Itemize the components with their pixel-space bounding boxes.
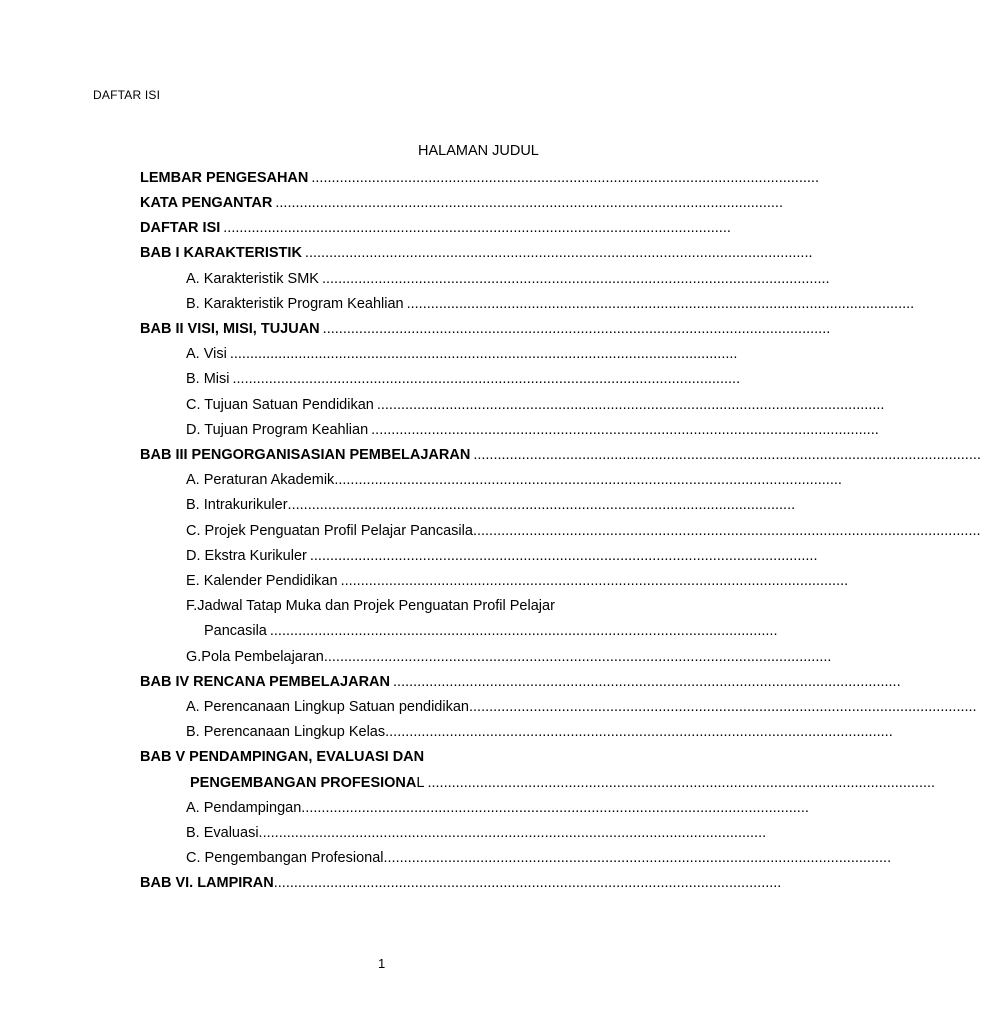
toc-subentry (0, 468, 842, 492)
toc-leader-dots: .............................................................................................................................. (223, 220, 731, 236)
toc-entry-kata-pengantar (0, 191, 783, 215)
toc-subentry (0, 695, 977, 719)
toc-leader-dots: .............................................................................................................................. (311, 170, 819, 186)
toc-leader-dots: .............................................................................................................................. (273, 875, 782, 891)
toc-entry-label: LEMBAR PENGESAHAN (140, 170, 309, 186)
toc-entry-label-tail: L (416, 775, 425, 791)
toc-subentry (0, 796, 809, 820)
toc-leader-dots: .............................................................................................................................. (406, 296, 915, 312)
toc-entry-label: A. Pendampingan (186, 800, 302, 816)
toc-leader-dots: .............................................................................................................................. (427, 775, 936, 791)
toc-leader-dots: .............................................................................................................................. (393, 674, 901, 690)
toc-leader-dots: .............................................................................................................................. (232, 371, 741, 387)
toc-subentry (0, 267, 830, 291)
toc-subentry-continuation (0, 619, 778, 643)
toc-entry-label: F.Jadwal Tatap Muka dan Projek Penguatan Profil Pelajar (186, 598, 555, 614)
toc-entry-label: E. Kalender Pendidikan (186, 573, 338, 589)
toc-entry-label: D. Tujuan Program Keahlian (186, 422, 369, 438)
toc-title: HALAMAN JUDUL (418, 143, 539, 159)
toc-leader-dots: .............................................................................................................................. (334, 472, 842, 488)
toc-entry-bab-1 (0, 241, 813, 265)
toc-subentry (0, 720, 893, 744)
toc-subentry (0, 342, 768, 366)
toc-entry-label: A. Visi (186, 346, 227, 362)
toc-entry-label: BAB III PENGORGANISASIAN PEMBELAJARAN (140, 447, 471, 463)
toc-entry-bab-5 (0, 745, 768, 769)
toc-entry-lembar-pengesahan (0, 166, 819, 190)
toc-entry-bab-3 (0, 443, 981, 467)
toc-entry-label: B. Misi (186, 371, 230, 387)
toc-leader-dots: .............................................................................................................................. (304, 245, 813, 261)
toc-leader-dots: .............................................................................................................................. (468, 699, 977, 715)
toc-subentry (0, 594, 768, 618)
toc-leader-dots: .............................................................................................................................. (309, 548, 818, 564)
toc-entry-bab-5-continuation (0, 771, 936, 795)
toc-entry-bab-6 (0, 871, 782, 895)
toc-entry-label: A. Karakteristik SMK (186, 271, 319, 287)
toc-entry-daftar-isi (0, 216, 768, 240)
toc-subentry (0, 569, 849, 593)
toc-subentry (0, 393, 885, 417)
toc-entry-label: D. Ekstra Kurikuler (186, 548, 307, 564)
toc-entry-label: BAB I KARAKTERISTIK (140, 245, 302, 261)
toc-entry-label: C. Tujuan Satuan Pendidikan (186, 397, 374, 413)
toc-leader-dots: .............................................................................................................................. (322, 321, 831, 337)
toc-leader-dots: .............................................................................................................................. (383, 850, 892, 866)
toc-entry-label: B. Intrakurikuler (186, 497, 288, 513)
toc-subentry (0, 846, 892, 870)
toc-entry-label: C. Pengembangan Profesional (186, 850, 384, 866)
toc-leader-dots: .............................................................................................................................. (385, 724, 893, 740)
toc-leader-dots: .............................................................................................................................. (275, 195, 783, 211)
toc-entry-label: BAB IV RENCANA PEMBELAJARAN (140, 674, 391, 690)
toc-subentry (0, 418, 879, 442)
toc-subentry (0, 367, 768, 391)
toc-leader-dots: .............................................................................................................................. (371, 422, 879, 438)
toc-entry-label: B. Karakteristik Program Keahlian (186, 296, 404, 312)
toc-subentry (0, 292, 915, 316)
toc-leader-dots: .............................................................................................................................. (301, 800, 809, 816)
toc-entry-label: G.Pola Pembelajaran (186, 649, 324, 665)
toc-leader-dots: .............................................................................................................................. (340, 573, 849, 589)
toc-entry-label: KATA PENGANTAR (140, 195, 273, 211)
page-header: DAFTAR ISI (93, 88, 161, 102)
toc-entry-label: B. Perencanaan Lingkup Kelas (186, 724, 386, 740)
page-number: 1 (378, 956, 386, 971)
toc-subentry (0, 645, 832, 669)
toc-leader-dots: .............................................................................................................................. (323, 649, 832, 665)
toc-entry-label: C. Projek Penguatan Profil Pelajar Pancasila (186, 523, 473, 539)
toc-entry-bab-2 (0, 317, 831, 341)
toc-entry-label: BAB II VISI, MISI, TUJUAN (140, 321, 320, 337)
toc-entry-bab-4 (0, 670, 901, 694)
toc-subentry (0, 519, 981, 543)
toc-entry-label: DAFTAR ISI (140, 220, 221, 236)
toc-leader-dots: .............................................................................................................................. (473, 447, 981, 463)
toc-leader-dots: .............................................................................................................................. (287, 497, 796, 513)
toc-leader-dots: .............................................................................................................................. (321, 271, 830, 287)
toc-leader-dots: .............................................................................................................................. (258, 825, 767, 841)
toc-entry-label: A. Peraturan Akademik (186, 472, 335, 488)
toc-entry-label: Pancasila (204, 623, 267, 639)
toc-leader-dots: .............................................................................................................................. (229, 346, 738, 362)
toc-entry-label: A. Perencanaan Lingkup Satuan pendidikan (186, 699, 469, 715)
toc-subentry (0, 544, 818, 568)
toc-subentry (0, 821, 768, 845)
toc-leader-dots: .............................................................................................................................. (472, 523, 981, 539)
toc-entry-label: BAB VI. LAMPIRAN (140, 875, 274, 891)
toc-entry-label: B. Evaluasi (186, 825, 259, 841)
toc-entry-label: BAB V PENDAMPINGAN, EVALUASI DAN (140, 749, 425, 765)
toc-leader-dots: .............................................................................................................................. (376, 397, 885, 413)
toc-entry-label: PENGEMBANGAN PROFESIONA (190, 775, 417, 791)
toc-leader-dots: .............................................................................................................................. (269, 623, 778, 639)
toc-subentry (0, 493, 796, 517)
